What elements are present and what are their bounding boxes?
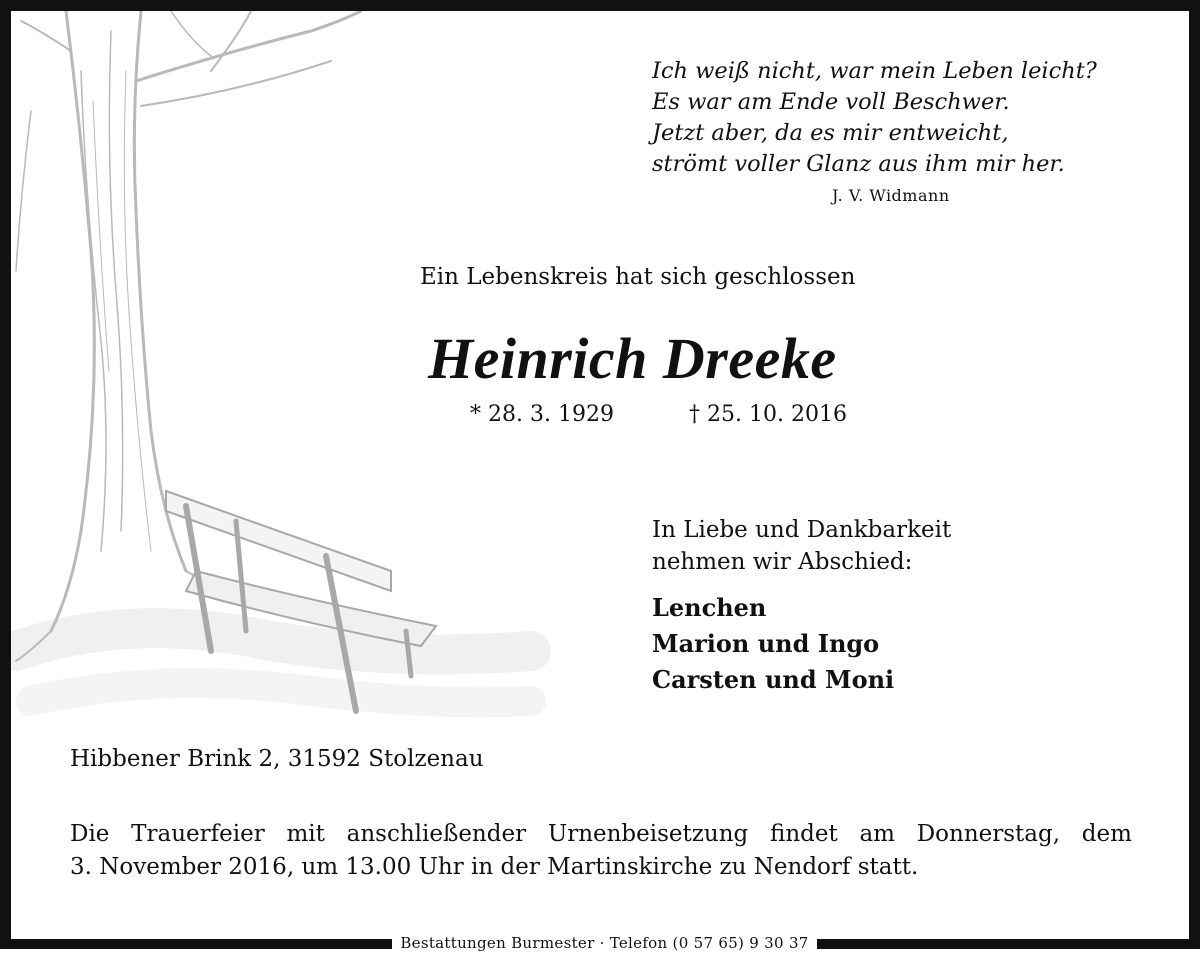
service-word: mit <box>286 821 325 847</box>
service-line-1 <box>70 818 1132 851</box>
service-word: am <box>859 821 895 847</box>
poem-line: Es war am Ende voll Beschwer. <box>652 89 1010 115</box>
footer-funeral-home: Bestattungen Burmester · Telefon (0 57 65) 9 30 37 <box>392 933 817 953</box>
deceased-name: Heinrich Dreeke <box>428 326 837 391</box>
farewell-line: In Liebe und Dankbarkeit <box>652 517 952 543</box>
border-right <box>1189 0 1200 945</box>
service-word: Trauerfeier <box>131 821 265 847</box>
farewell-line: nehmen wir Abschied: <box>652 549 913 575</box>
border-left <box>0 0 11 945</box>
footer-rule-right <box>817 939 1200 949</box>
poem-author: J. V. Widmann <box>832 186 950 205</box>
poem-line: Ich weiß nicht, war mein Leben leicht? <box>652 58 1097 84</box>
poem-line: Jetzt aber, da es mir entweicht, <box>652 120 1009 146</box>
mourner-name: Carsten und Moni <box>652 665 895 694</box>
birth-date: * 28. 3. 1929 <box>470 402 614 427</box>
service-info <box>70 818 1132 884</box>
service-line-2: 3. November 2016, um 13.00 Uhr in der Martinskirche zu Nendorf statt. <box>70 854 919 880</box>
family-address: Hibbener Brink 2, 31592 Stolzenau <box>70 746 484 772</box>
service-word: anschließender <box>346 821 527 847</box>
footer-rule-left <box>0 939 392 949</box>
farewell-text <box>652 514 951 578</box>
mourners-list <box>652 590 894 698</box>
death-date: † 25. 10. 2016 <box>689 402 847 427</box>
poem-line: strömt voller Glanz aus ihm mir her. <box>652 151 1065 177</box>
service-word: Donnerstag, <box>916 821 1061 847</box>
service-word: Urnenbeisetzung <box>547 821 749 847</box>
service-word: Die <box>70 821 110 847</box>
poem <box>652 56 1152 180</box>
mourner-name: Marion und Ingo <box>652 629 880 658</box>
service-word: findet <box>769 821 838 847</box>
lead-text: Ein Lebenskreis hat sich geschlossen <box>420 264 856 290</box>
border-top <box>0 0 1200 11</box>
service-word: dem <box>1081 821 1132 847</box>
mourner-name: Lenchen <box>652 593 767 622</box>
